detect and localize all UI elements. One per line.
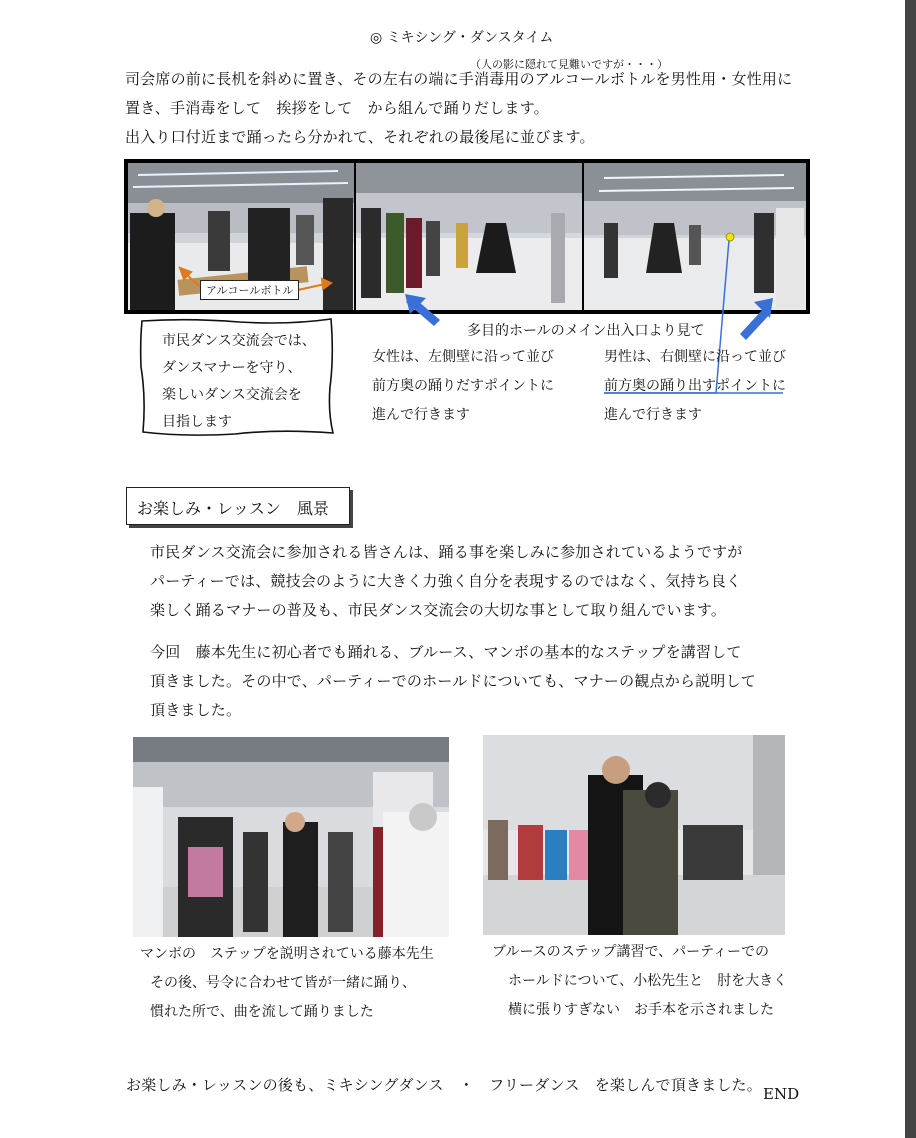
panorama-caption: 多目的ホールのメイン出入口より見て — [467, 323, 705, 339]
manner-line-2: ダンスマナーを守り、 — [162, 360, 302, 376]
women-note-line-2: 前方奥の踊りだすポイントに — [372, 378, 554, 394]
right-photo-caption-2: ホールドについて、小松先生と 肘を大きく — [508, 973, 788, 989]
women-note-line-1: 女性は、左側壁に沿って並び — [372, 349, 554, 365]
men-note-line-2: 前方奥の踊り出すポイントに — [604, 378, 786, 394]
intro-line-1: 司会席の前に長机を斜めに置き、その左右の端に手消毒用のアルコールボトルを男性用・女性用に — [125, 70, 793, 88]
lesson-para1-line-3: 楽しく踊るマナーの普及も、市民ダンス交流会の大切な事として取り組んでいます。 — [150, 601, 727, 619]
title-note: （人の影に隠れて見難いですが・・・） — [470, 58, 668, 71]
left-photo-caption-1: マンボの ステップを説明されている藤本先生 — [140, 946, 434, 962]
manner-line-4: 目指します — [162, 414, 232, 430]
manner-line-1: 市民ダンス交流会では、 — [162, 333, 316, 349]
section-heading: お楽しみ・レッスン 風景 — [137, 499, 329, 518]
manner-line-3: 楽しいダンス交流会を — [162, 387, 302, 403]
lesson-para2-line-3: 頂きました。 — [150, 701, 242, 719]
men-note-line-1: 男性は、右側壁に沿って並び — [604, 349, 786, 365]
alcohol-bottle-label: アルコールボトル — [200, 280, 299, 300]
left-photo-caption-3: 慣れた所で、曲を流して踊りました — [150, 1004, 374, 1020]
end-mark: END — [763, 1085, 800, 1103]
lesson-para2-line-1: 今回 藤本先生に初心者でも踊れる、ブルース、マンボの基本的なステップを講習して — [150, 643, 742, 661]
left-photo-caption-2: その後、号令に合わせて皆が一緒に踊り、 — [150, 975, 416, 991]
women-note-line-3: 進んで行きます — [372, 407, 470, 423]
right-photo-caption-1: ブルースのステップ講習で、パーティーでの — [492, 944, 770, 960]
panorama-photo-right — [584, 163, 806, 310]
lesson-para1-line-2: パーティーでは、競技会のように大きく力強く自分を表現するのではなく、気持ち良く — [150, 572, 742, 590]
page-title: ◎ ミキシング・ダンスタイム — [370, 30, 554, 46]
intro-line-2: 置き、手消毒をして 挨拶をして から組んで踊りだします。 — [125, 99, 549, 117]
photo-blues-lesson — [483, 735, 785, 935]
right-photo-caption-3: 横に張りすぎない お手本を示されました — [508, 1002, 774, 1018]
men-note-line-3: 進んで行きます — [604, 407, 702, 423]
lesson-para2-line-2: 頂きました。その中で、パーティーでのホールドについても、マナーの観点から説明して — [150, 672, 756, 690]
photo-mambo-lesson — [133, 737, 449, 937]
page-edge-bar — [905, 0, 916, 1138]
intro-line-3: 出入り口付近まで踊ったら分かれて、それぞれの最後尾に並びます。 — [125, 128, 595, 146]
closing-text: お楽しみ・レッスンの後も、ミキシングダンス ・ フリーダンス を楽しんで頂きました。 — [126, 1076, 762, 1094]
lesson-para1-line-1: 市民ダンス交流会に参加される皆さんは、踊る事を楽しみに参加されているようですが — [150, 543, 743, 561]
panorama-photo-center — [356, 163, 582, 310]
